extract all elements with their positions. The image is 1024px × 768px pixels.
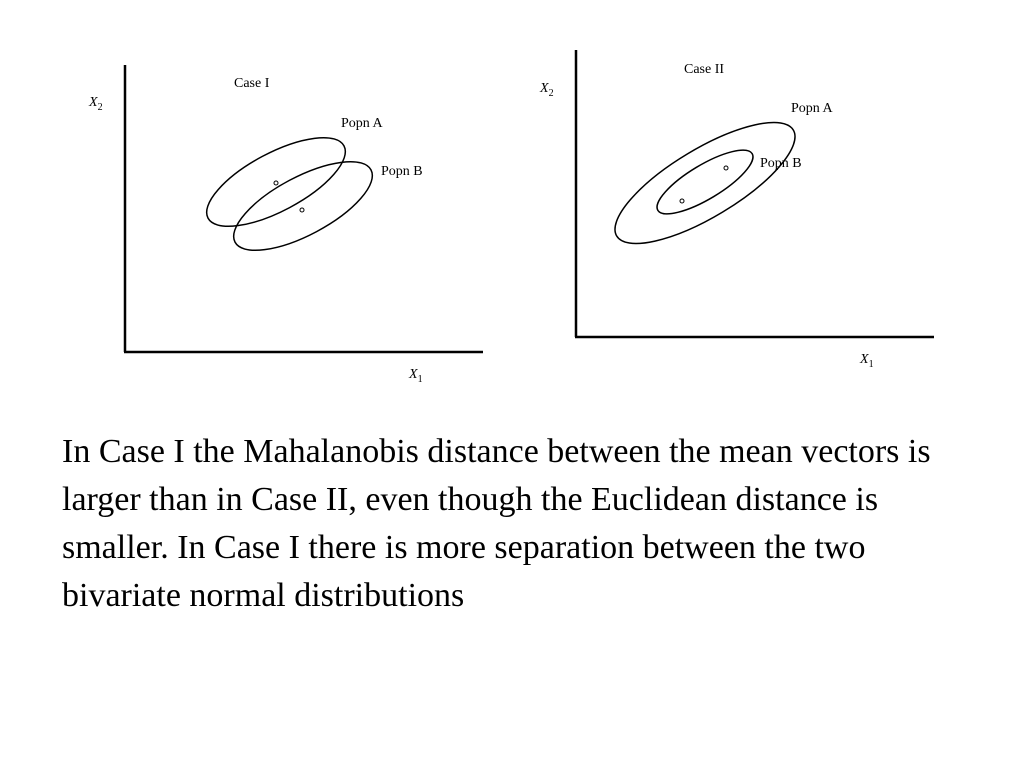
case2-panel <box>539 50 934 370</box>
caption-text: In Case I the Mahalanobis distance between the mean vectors is larger than in Case II, even though the Euclidean distance is smaller. In Case I there is more separation between the two bivariate normal distributions <box>62 433 931 614</box>
case1-y-axis-label: $X_2$ <box>89 95 103 113</box>
case1-panel <box>88 65 483 385</box>
case2-popn-a-label: Popn A <box>791 101 833 116</box>
case2-popn-a-ellipse <box>599 101 811 265</box>
case2-popn-b-ellipse <box>649 139 761 225</box>
case2-popn-a-mean <box>680 199 684 203</box>
case2-y-axis-label: $X_2$ <box>540 81 554 99</box>
case1-popn-a-label: Popn A <box>341 116 383 131</box>
case1-popn-a-mean <box>274 181 278 185</box>
case2-popn-b-label: Popn B <box>760 156 802 171</box>
case1-popn-b-mean <box>300 208 304 212</box>
case2-popn-b-mean <box>724 166 728 170</box>
case2-x-axis-label: $X_1$ <box>860 352 874 370</box>
case2-title: Case II <box>684 62 725 77</box>
case1-popn-b-ellipse <box>221 144 384 268</box>
case1-title: Case I <box>234 76 270 91</box>
case1-popn-b-label: Popn B <box>381 164 423 179</box>
case1-x-axis-label: $X_1$ <box>409 367 423 385</box>
